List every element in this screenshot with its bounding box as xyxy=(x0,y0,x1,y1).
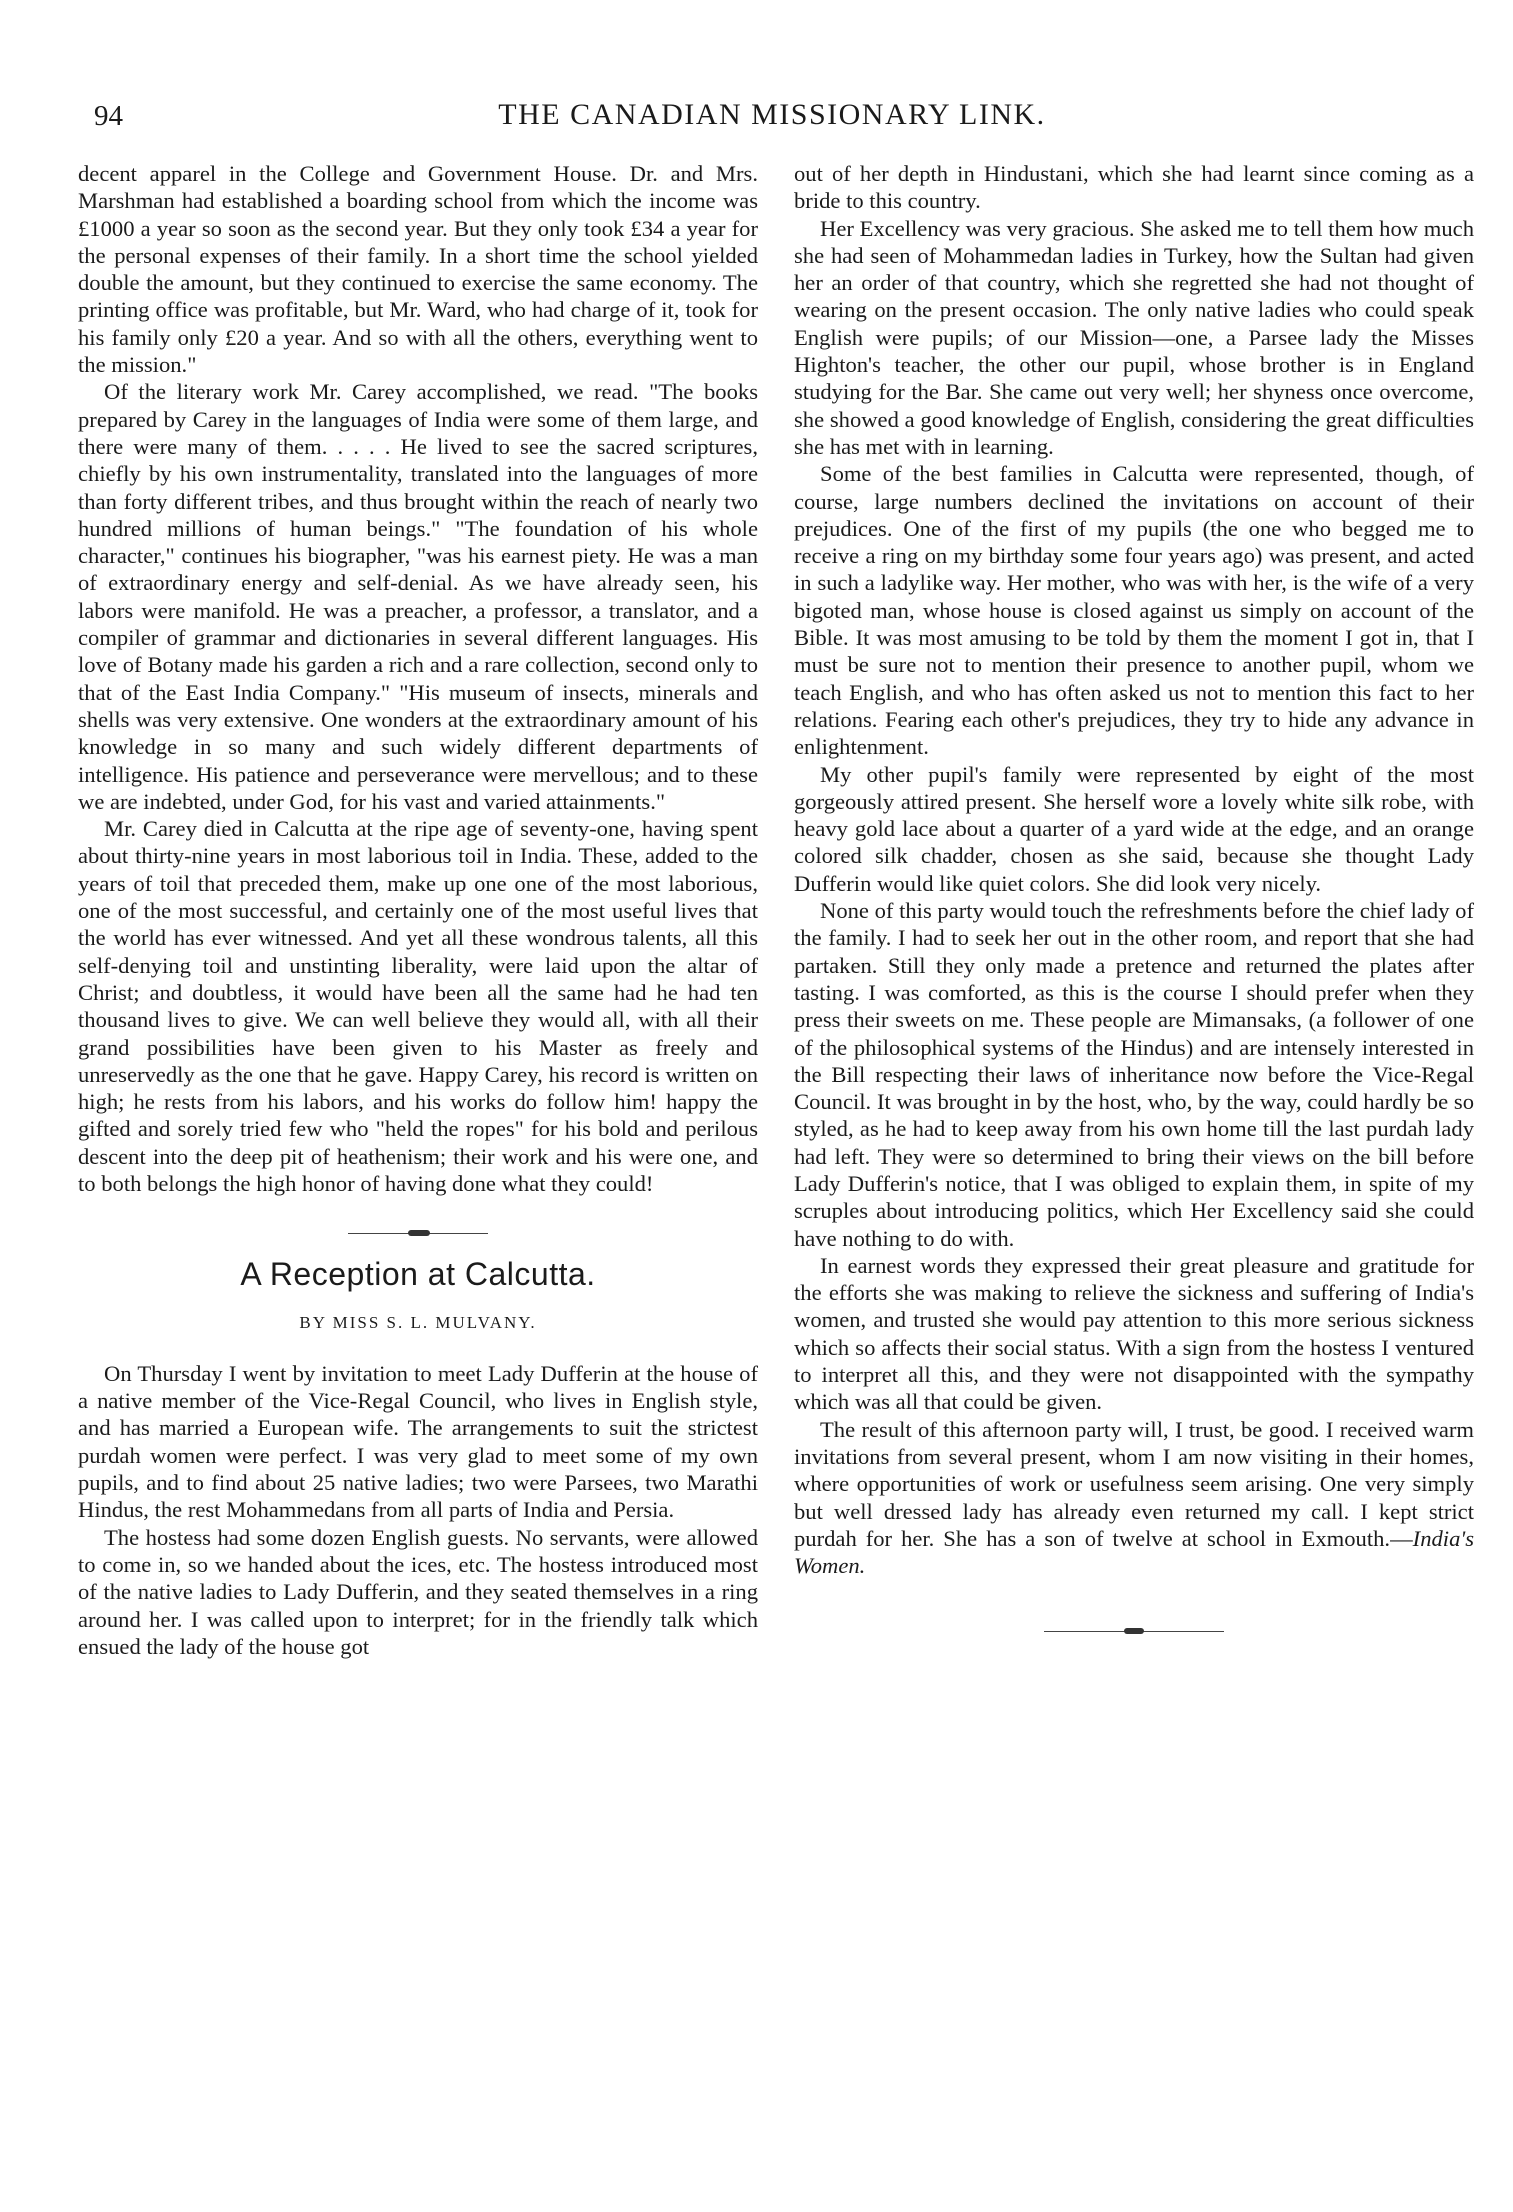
right-column xyxy=(794,160,1474,1635)
section-divider xyxy=(348,1233,488,1237)
article-paragraph: The hostess had some dozen English guests. No servants, were allowed to come in, so we handed about the ices, etc. The hostess introduced most of the native ladies to Lady Dufferin, and they seated themselves in a ring around her. I was called upon to interpret; for in the friendly talk which ensued the lady of the house got xyxy=(78,1524,758,1659)
page-header xyxy=(82,96,1462,144)
left-column xyxy=(78,160,758,1660)
source-credit: India's Women. xyxy=(794,1525,1474,1579)
article-byline: BY MISS S. L. MULVANY. xyxy=(299,1312,537,1332)
article-title: A Reception at Calcutta. xyxy=(240,1256,596,1293)
continued-paragraph: decent apparel in the College and Government House. Dr. and Mrs. Marshman had established a boarding school from which the income was £1000 a year so soon as the second year. But they only took £34 a year for the personal expenses of their family. In a short time the school yielded double the amount, but they continued to exercise the same economy. The printing office was profitable, but Mr. Ward, who had charge of it, took for his family only £20 a year. And so with all the others, everything went to the mission." xyxy=(78,161,758,378)
article-paragraph: On Thursday I went by invitation to meet Lady Dufferin at the house of a native member of the Vice-Regal Council, who lives in English style, and has married a European wife. The arrangements to suit the strictest purdah women were perfect. I was very glad to meet some of my own pupils, and to find about 25 native ladies; two were Parsees, two Marathi Hindus, the rest Mohammedans from all parts of India and Persia. xyxy=(78,1360,758,1523)
end-divider xyxy=(1044,1631,1224,1635)
continued-paragraph: Mr. Carey died in Calcutta at the ripe age of seventy-one, having spent about thirty-nine years in most laborious toil in India. These, added to the years of toil that preceded them, make up one one of the most laborious, one of the most successful, and certainly one of the most useful lives that the world has ever witnessed. And yet all these wondrous talents, all this self-denying toil and unstinting liberality, were laid upon the altar of Christ; and doubtless, it would have been all the same had he had ten thousand lives to give. We can well believe they would all, with all their grand possibilities have been given to his Master as freely and unreservedly as the one that he gave. Happy Carey, his record is written on high; he rests from his labors, and his works do follow him! happy the gifted and sorely tried few who "held the ropes" for his bold and perilous descent into the deep pit of heathenism; their work and his were one, and to both belongs the high honor of having done what they could! xyxy=(78,816,758,1196)
page-number: 94 xyxy=(94,100,123,132)
article-paragraph: Some of the best families in Calcutta were represented, though, of course, large numbers declined the invitations on account of their prejudices. One of the first of my pupils (the one who begged me to receive a ring on my birthday some four years ago) was present, and acted in such a ladylike way. Her mother, who was with her, is the wife of a very bigoted man, whose house is closed against us simply on account of the Bible. It was most amusing to be told by them the moment I got in, that I must be sure not to mention their presence to another pupil, whom we teach English, and who has often asked us not to mention this fact to her relations. Fearing each other's prejudices, they try to hide any advance in enlightenment. xyxy=(794,461,1474,760)
article-paragraph: out of her depth in Hindustani, which she had learnt since coming as a bride to this country. xyxy=(794,161,1474,214)
final-paragraph-text: The result of this afternoon party will, I trust, be good. I received warm invitations from several present, whom I am now visiting in their homes, where opportunities of work or usefulness seem arising. One very simply but well dressed lady has already even returned my call. I kept strict purdah for her. She has a son of twelve at school in Exmouth.— xyxy=(794,1416,1474,1551)
article-paragraph: None of this party would touch the refreshments before the chief lady of the family. I had to seek her out in the other room, and report that she had partaken. Still they only made a pretence and returned the plates after tasting. I was comforted, as this is the course I should prefer when they press their sweets on me. These people are Mimansaks, (a follower of one of the philosophical systems of the Hindus) and are intensely interested in the Bill respecting their laws of inheritance now before the Vice-Regal Council. It was brought in by the host, who, by the way, could hardly be so styled, as he had to keep away from his own home till the last purdah lady had left. They were so determined to bring their views on the bill before Lady Dufferin's notice, that I was obliged to explain them, in spite of my scruples about introducing politics, which Her Excellency said she could have nothing to do with. xyxy=(794,898,1474,1251)
article-paragraph: Her Excellency was very gracious. She asked me to tell them how much she had seen of Mohammedan ladies in Turkey, how the Sultan had given her an order of that country, which she regretted she had not thought of wearing on the present occasion. The only native ladies who could speak English were pupils; of our Mission—one, a Parsee lady the Misses Highton's teacher, the other our pupil, whose brother is in England studying for the Bar. She came out very well; her shyness once overcome, she showed a good knowledge of English, considering the great difficulties she has met with in learning. xyxy=(794,215,1474,459)
running-title: THE CANADIAN MISSIONARY LINK. xyxy=(498,98,1046,131)
article-final-paragraph xyxy=(794,1416,1474,1580)
article-paragraph: My other pupil's family were represented by eight of the most gorgeously attired present. She herself wore a lovely white silk robe, with heavy gold lace about a quarter of a yard wide at the edge, and an orange colored silk chadder, chosen as she said, because she thought Lady Dufferin would like quiet colors. She did look very nicely. xyxy=(794,761,1474,896)
article-paragraph: In earnest words they expressed their great pleasure and gratitude for the efforts she was making to relieve the sickness and suffering of India's women, and trusted she would pay attention to this more serious sickness which so affects their social status. With a sign from the hostess I ventured to interpret all this, and they were not disappointed with the sympathy which was all that could be given. xyxy=(794,1252,1474,1415)
continued-paragraph: Of the literary work Mr. Carey accomplished, we read. "The books prepared by Carey in the languages of India were some of them large, and there were many of them. . . . . He lived to see the sacred scriptures, chiefly by his own instrumentality, translated into the languages of more than forty different tribes, and thus brought within the reach of nearly two hundred millions of human beings." "The foundation of his whole character," continues his biographer, "was his earnest piety. He was a man of extraordinary energy and self-denial. As we have already seen, his labors were manifold. He was a preacher, a professor, a translator, and a compiler of grammar and dictionaries in several different languages. His love of Botany made his garden a rich and a rare collection, second only to that of the East India Company." "His museum of insects, minerals and shells was very extensive. One wonders at the extraordinary amount of his knowledge in so many and such widely different departments of intelligence. His patience and perseverance were mervellous; and to these we are indebted, under God, for his vast and varied attainments." xyxy=(78,379,758,814)
